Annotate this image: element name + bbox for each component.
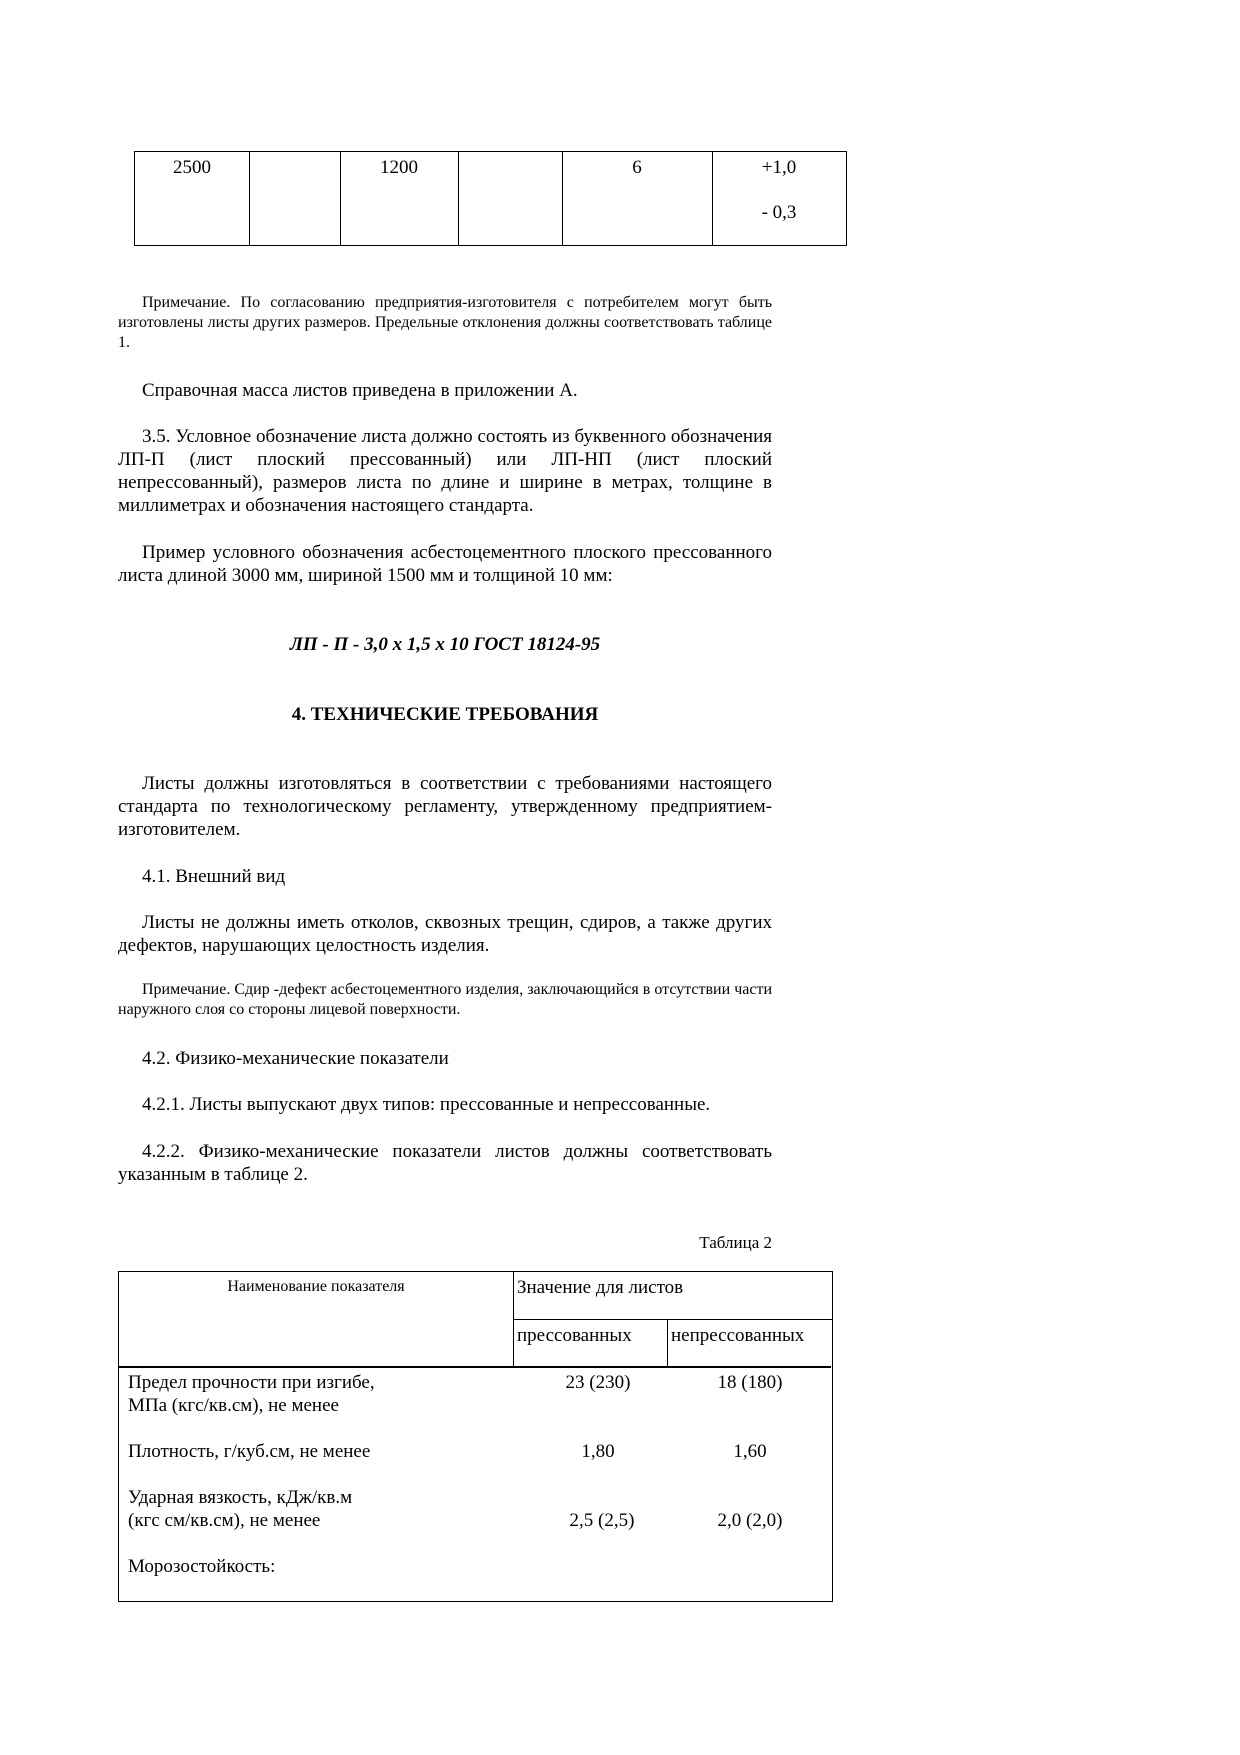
table-cell: +1,0 — [761, 157, 797, 178]
note-paragraph: Примечание. Сдир -дефект асбестоцементного изделия, заключающийся в отсутствии части наружного слоя со стороны лицевой поверхности. — [118, 981, 772, 1018]
paragraph-example: Пример условного обозначения асбестоцементного плоского прессованного листа длиной 3000 мм, шириной 1500 мм и толщиной 10 мм: — [118, 542, 772, 586]
table-row-name: Предел прочности при изгибе, — [128, 1372, 375, 1393]
paragraph: 4.2.1. Листы выпускают двух типов: прессованные и непрессованные. — [142, 1094, 711, 1115]
paragraph: Листы должны изготовляться в соответствии с требованиями настоящего стандарта по технологическому регламенту, утвержденному предприятием-изготовителем. — [118, 773, 772, 840]
paragraph: 4.2.2. Физико-механические показатели листов должны соответствовать указанным в таблице 2. — [118, 1141, 772, 1185]
table-cell-unpressed: 2,0 (2,0) — [717, 1510, 783, 1531]
top-table — [134, 151, 847, 246]
table-cell: 1200 — [380, 157, 418, 178]
table-caption: Таблица 2 — [699, 1233, 772, 1252]
note-paragraph: Примечание. По согласованию предприятия-изготовителя с потребителем могут быть изготовлены листы других размеров. Предельные отклонения должны соответствовать таблице 1. — [118, 294, 772, 351]
table-header-name: Наименование показателя — [227, 1278, 405, 1295]
designation-example: ЛП - П - 3,0 х 1,5 х 10 ГОСТ 18124-95 — [289, 634, 601, 655]
table-cell-unpressed: 18 (180) — [717, 1372, 783, 1393]
table-2 — [118, 1271, 833, 1602]
table-header-value: Значение для листов — [517, 1277, 684, 1298]
paragraph: Листы не должны иметь отколов, сквозных трещин, сдиров, а также других дефектов, нарушающих целостность изделия. — [118, 912, 772, 956]
table-header-pressed: прессованных — [517, 1325, 632, 1346]
table-row-name: Ударная вязкость, кДж/кв.м — [128, 1487, 353, 1508]
table-divider — [667, 1319, 668, 1367]
table-cell-pressed: 23 (230) — [565, 1372, 631, 1393]
table-cell-pressed: 1,80 — [581, 1441, 615, 1462]
paragraph: Справочная масса листов приведена в приложении А. — [142, 380, 578, 401]
subsection-heading: 4.1. Внешний вид — [142, 866, 286, 887]
table-row-name: Плотность, г/куб.см, не менее — [128, 1441, 371, 1462]
table-cell: 6 — [632, 157, 642, 178]
table-divider — [249, 152, 250, 245]
table-divider — [119, 1366, 831, 1368]
paragraph-3-5: 3.5. Условное обозначение листа должно состоять из буквенного обозначения ЛП-П (лист плоский прессованный) или ЛП-НП (лист плоский непрессованный), размеров листа по длине и ширине в метрах, толщине в миллиметрах и обозначения настоящего стандарта. — [118, 426, 772, 516]
table-row-name: Морозостойкость: — [128, 1556, 276, 1577]
section-title: 4. ТЕХНИЧЕСКИЕ ТРЕБОВАНИЯ — [291, 704, 599, 725]
subsection-heading: 4.2. Физико-механические показатели — [142, 1048, 449, 1069]
table-cell-unpressed: 1,60 — [733, 1441, 767, 1462]
table-divider — [458, 152, 459, 245]
table-row-name: МПа (кгс/кв.см), не менее — [128, 1395, 339, 1416]
table-cell: 2500 — [173, 157, 211, 178]
table-cell: - 0,3 — [761, 202, 797, 223]
table-cell-pressed: 2,5 (2,5) — [569, 1510, 635, 1531]
table-divider — [513, 1319, 833, 1320]
table-header-unpressed: непрессованных — [671, 1325, 805, 1346]
table-row-name: (кгс см/кв.см), не менее — [128, 1510, 321, 1531]
